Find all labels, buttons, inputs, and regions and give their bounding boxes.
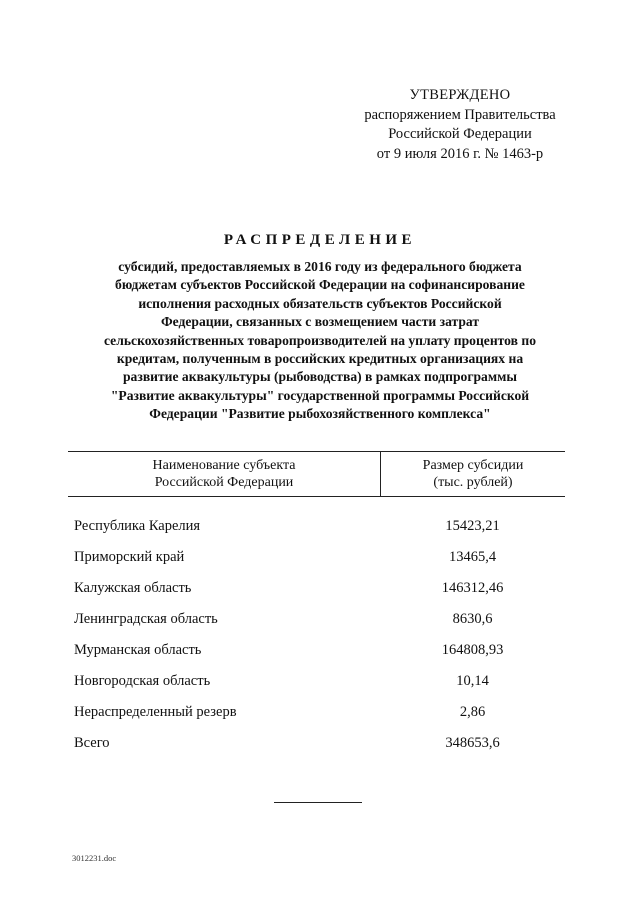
subtitle-line: "Развитие аквакультуры" государственной программы Российской [110, 387, 530, 403]
region-name: Калужская область [74, 580, 192, 596]
region-name: Приморский край [74, 549, 185, 565]
approval-header: УТВЕРЖДЕНО [409, 87, 511, 103]
subtitle-line: исполнения расходных обязательств субъектов Российской [138, 295, 502, 311]
document-subtitle [70, 258, 570, 424]
table-header [68, 451, 565, 497]
approval-line-1: распоряжением Правительства [364, 106, 556, 123]
table-row [68, 511, 565, 542]
column-header-region-line: Наименование субъекта [152, 458, 296, 473]
file-reference: 3012231.doc [72, 853, 117, 863]
subtitle-line: Федерации, связанных с возмещением части затрат [160, 314, 480, 330]
subtitle-line: Федерации "Развитие рыбохозяйственного комплекса" [149, 406, 491, 422]
approval-line-2: Российской Федерации [388, 126, 532, 142]
total-label: Всего [74, 735, 110, 751]
region-name: Ленинградская область [74, 611, 218, 627]
subtitle-line: кредитам, полученным в российских кредитных организациях на [116, 351, 524, 367]
region-name: Республика Карелия [74, 518, 201, 534]
column-header-amount [381, 452, 565, 496]
subtitle-line: развитие аквакультуры (рыбоводства) в рамках подпрограммы [123, 369, 517, 385]
region-name: Мурманская область [74, 642, 202, 658]
total-amount: 348653,6 [445, 735, 500, 751]
subsidy-table [68, 451, 565, 751]
subsidy-amount: 2,86 [459, 704, 486, 720]
subsidy-amount: 146312,46 [441, 580, 504, 596]
end-divider [274, 802, 362, 803]
column-header-amount-line: Размер субсидии [422, 458, 524, 473]
subsidy-amount: 164808,93 [441, 642, 504, 658]
table-body [68, 511, 565, 759]
table-row-total [68, 728, 565, 759]
subsidy-amount: 10,14 [456, 673, 489, 689]
region-name: Новгородская область [74, 673, 211, 689]
column-header-region-line: Российской Федерации [154, 475, 294, 490]
subtitle-line: субсидий, предоставляемых в 2016 году из федерального бюджета [118, 259, 522, 274]
approval-block [340, 86, 580, 164]
subtitle-line: сельскохозяйственных товаропроизводителей на уплату процентов по [103, 332, 536, 348]
subsidy-amount: 13465,4 [448, 549, 497, 565]
column-header-amount-line: (тыс. рублей) [433, 475, 513, 490]
approval-line-3: от 9 июля 2016 г. № 1463-р [376, 145, 544, 162]
region-name: Нераспределенный резерв [74, 704, 237, 720]
subsidy-amount: 15423,21 [445, 518, 500, 534]
subsidy-amount: 8630,6 [452, 611, 493, 627]
document-title: РАСПРЕДЕЛЕНИЕ [223, 232, 417, 248]
table-row [68, 635, 565, 666]
table-row [68, 697, 565, 728]
column-header-region [68, 452, 381, 496]
table-row [68, 542, 565, 573]
table-row [68, 604, 565, 635]
subtitle-line: бюджетам субъектов Российской Федерации на софинансирование [115, 277, 525, 293]
table-row [68, 573, 565, 604]
table-row [68, 666, 565, 697]
